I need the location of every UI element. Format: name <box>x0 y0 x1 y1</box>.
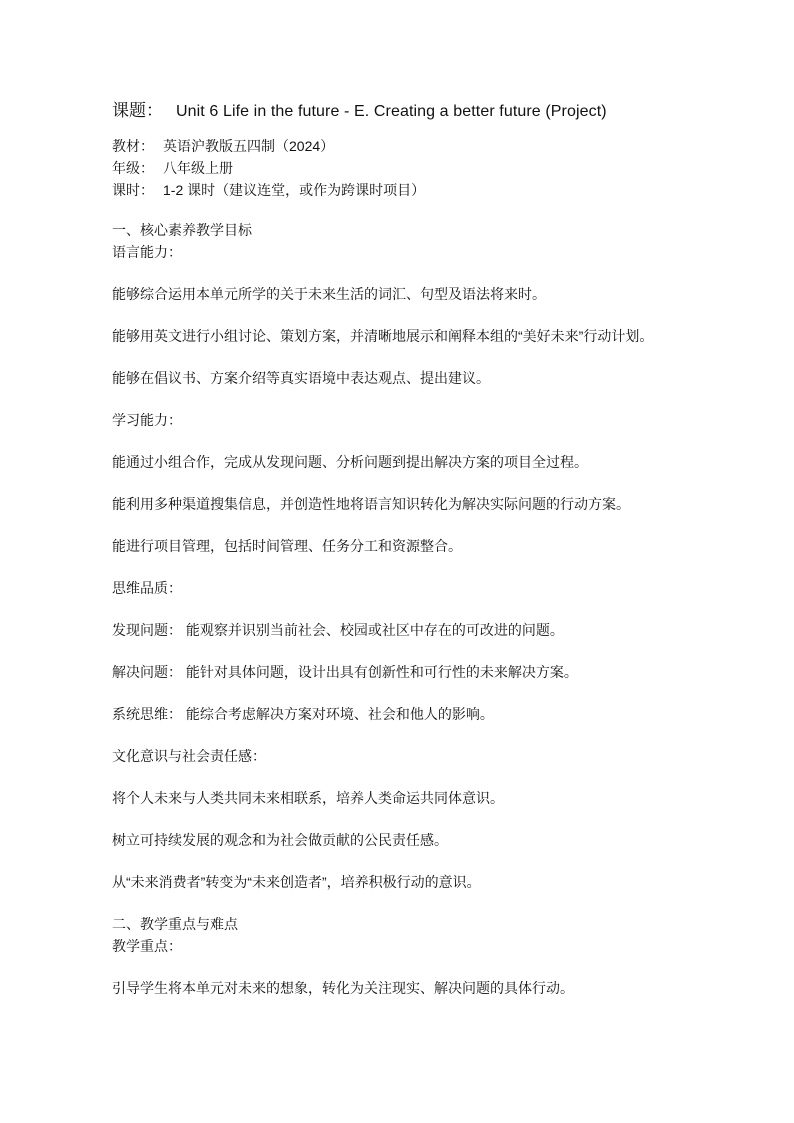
meta-line-textbook <box>112 135 686 157</box>
meta-value: 英语沪教版五四制（2024） <box>163 138 335 154</box>
objective-paragraph: 能够综合运用本单元所学的关于未来生活的词汇、句型及语法将来时。 <box>112 286 546 302</box>
meta-line-periods <box>112 179 686 201</box>
doc-title-text: Unit 6 Life in the future - E. Creating a better future (Project) <box>176 103 607 120</box>
group-label-thinking-quality: 思维品质： <box>112 580 182 596</box>
objective-paragraph: 系统思维： 能综合考虑解决方案对环境、社会和他人的影响。 <box>112 706 494 722</box>
objective-paragraph: 能通过小组合作，完成从发现问题、分析问题到提出解决方案的项目全过程。 <box>112 454 588 470</box>
objective-paragraph: 树立可持续发展的观念和为社会做贡献的公民责任感。 <box>112 832 448 848</box>
doc-title-line <box>112 97 686 126</box>
objective-paragraph: 解决问题： 能针对具体问题，设计出具有创新性和可行性的未来解决方案。 <box>112 664 578 680</box>
meta-value: 八年级上册 <box>163 160 233 176</box>
doc-title-label: 课题： <box>112 101 163 120</box>
objective-paragraph: 发现问题： 能观察并识别当前社会、校园或社区中存在的可改进的问题。 <box>112 622 564 638</box>
objective-paragraph: 引导学生将本单元对未来的想象，转化为关注现实、解决问题的具体行动。 <box>112 980 574 996</box>
group-label-language-ability: 语言能力： <box>112 244 182 260</box>
meta-label: 课时： <box>112 182 154 198</box>
meta-label: 年级： <box>112 160 154 176</box>
group-label-learning-ability: 学习能力： <box>112 412 182 428</box>
group-label-teaching-focus: 教学重点： <box>112 938 182 954</box>
section-core-objectives <box>112 219 686 893</box>
objective-paragraph: 能进行项目管理，包括时间管理、任务分工和资源整合。 <box>112 538 462 554</box>
objective-paragraph: 将个人未来与人类共同未来相联系，培养人类命运共同体意识。 <box>112 790 504 806</box>
meta-value: 1-2 课时（建议连堂，或作为跨课时项目） <box>163 182 426 198</box>
objective-paragraph: 从“未来消费者”转变为“未来创造者”，培养积极行动的意识。 <box>112 874 481 890</box>
section-heading: 二、教学重点与难点 <box>112 916 238 932</box>
meta-label: 教材： <box>112 138 154 154</box>
objective-paragraph: 能够用英文进行小组讨论、策划方案，并清晰地展示和阐释本组的“美好未来”行动计划。 <box>112 328 654 344</box>
objective-paragraph: 能利用多种渠道搜集信息，并创造性地将语言知识转化为解决实际问题的行动方案。 <box>112 496 630 512</box>
section-heading: 一、核心素养教学目标 <box>112 222 252 238</box>
objective-paragraph: 能够在倡议书、方案介绍等真实语境中表达观点、提出建议。 <box>112 370 490 386</box>
group-label-cultural-awareness: 文化意识与社会责任感： <box>112 748 266 764</box>
section-key-points <box>112 913 686 999</box>
meta-line-grade <box>112 157 686 179</box>
